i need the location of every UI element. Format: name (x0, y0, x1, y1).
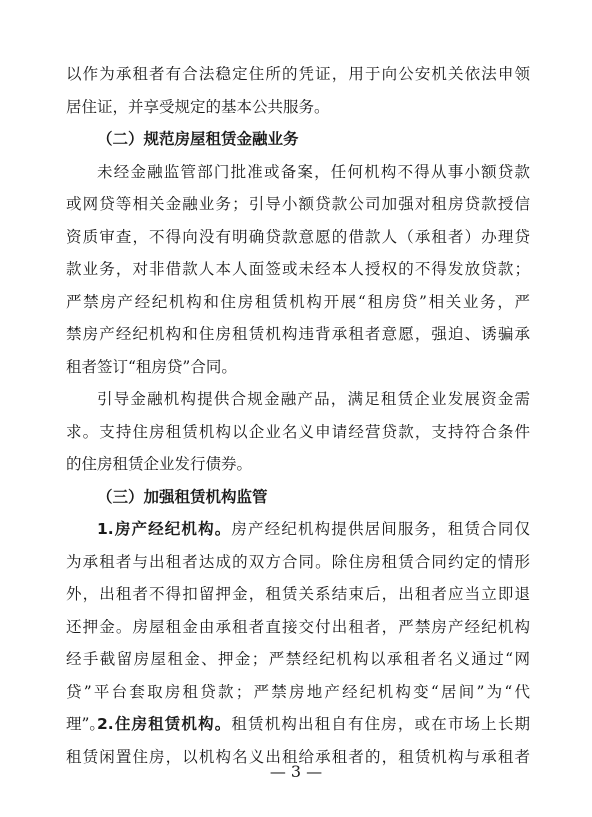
section-heading-2: （二）规范房屋租赁金融业务 (97, 130, 299, 148)
text-line: 款业务，对非借款人本人面签或未经本人授权的不得发放贷款； (66, 260, 530, 278)
text-line: 的住房租赁企业发行债券。 (66, 455, 253, 473)
text-line: 理”。 (66, 715, 105, 733)
text-line: 未经金融监管部门批准或备案，任何机构不得从事小额贷款 (97, 162, 530, 181)
text-line: 贷”平台套取房租贷款；严禁房地产经纪机构变“居间”为“代 (66, 682, 530, 701)
text-line: 禁房产经纪机构和住房租赁机构违背承租者意愿，强迫、诱骗承 (66, 325, 530, 343)
text-line: 以作为承租者有合法稳定住所的凭证，用于向公安机关依法申领 (66, 65, 530, 83)
text-line: 还押金。房屋租金由承租者直接交付出租者，严禁房产经纪机构 (66, 617, 530, 636)
text-line: 租赁闲置住房，以机构名义出租给承租者的，租赁机构与承租者 (66, 747, 530, 766)
item-lead-rental: 2.住房租赁机构。 (97, 715, 232, 733)
text-line: 严禁房产经纪机构和住房租赁机构开展“租房贷”相关业务，严 (66, 292, 530, 311)
page-number: — 3 — (269, 762, 323, 781)
text-line: 资质审查，不得向没有明确贷款意愿的借款人（承租者）办理贷 (66, 227, 530, 246)
item-lead-brokerage: 1.房产经纪机构。 (97, 520, 232, 538)
text-line: 经手截留房屋租金、押金；严禁经纪机构以承租者名义通过“网 (66, 650, 530, 668)
paragraph-financial-products (66, 383, 530, 481)
text-line: 2.住房租赁机构。租赁机构出租自有住房，或在市场上长期 (97, 715, 530, 733)
text-line: 引导金融机构提供合规金融产品，满足租赁企业发展资金需 (97, 390, 530, 408)
text-line: 外，出租者不得扣留押金，租赁关系结束后，出租者应当立即退 (66, 585, 530, 603)
text-line: 居住证，并享受规定的基本公共服务。 (66, 97, 330, 116)
paragraph-brokerage (66, 513, 530, 741)
text-line: 求。支持住房租赁机构以企业名义申请经营贷款，支持符合条件 (66, 422, 530, 441)
text-line: 为承租者与出租者达成的双方合同。除住房租赁合同约定的情形 (66, 552, 530, 571)
text-line: 租者签订“租房贷”合同。 (66, 357, 237, 376)
section-heading-3: （三）加强租赁机构监管 (97, 487, 268, 506)
text-line: 或网贷等相关金融业务；引导小额贷款公司加强对租房贷款授信 (66, 195, 530, 213)
text-line: 1.房产经纪机构。房产经纪机构提供居间服务，租赁合同仅 (97, 520, 530, 538)
paragraph-continuation (66, 58, 530, 123)
paragraph-financial-business (66, 156, 530, 384)
